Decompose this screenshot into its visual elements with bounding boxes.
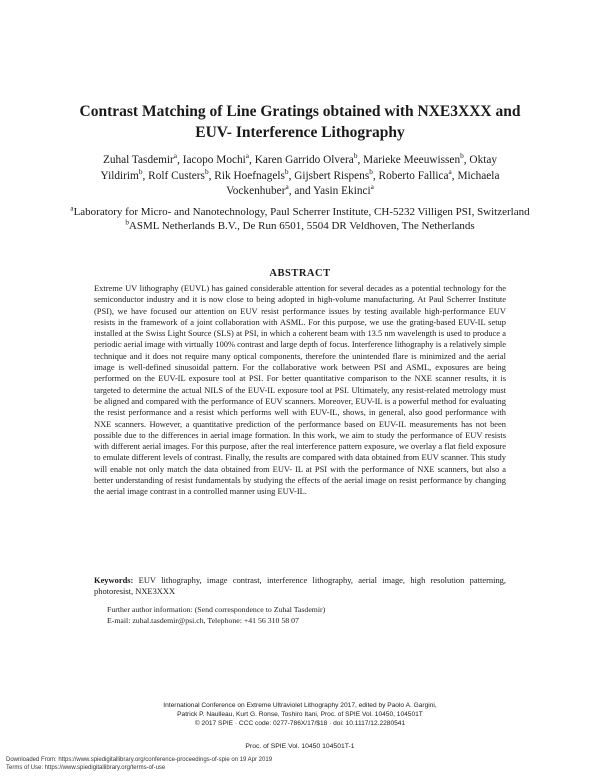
author-affiliation-mark: a	[285, 182, 289, 192]
abstract-body: Extreme UV lithography (EUVL) has gained considerable attention for several decades as a potential technology for the semiconductor industry and it is now close to being adopted in high-volume manufacturing. At Paul Scherrer Institute (PSI), we have focused our attention on EUV resist performance issues by testing available high-performance EUV resists in the framework of a joint collaboration with ASML. For this purpose, we use the grating-based EUV-IL setup installed at the Swiss Light Source (SLS) at PSI, in which a coherent beam with 13.5 nm wavelength is used to produce a periodic aerial image with virtually 100% contrast and large depth of focus. Interference lithography is a relatively simple technique and it does not require many optical components, therefore the unintended flare is minimized and the aerial image is well-defined sinusoidal pattern. For the collaborative work between PSI and ASML, exposures are being performed on the EUV-IL exposure tool at PSI. For better quantitative comparison to the NXE scanner results, it is targeted to determine the actual NILS of the EUV-IL exposure tool at PSI. Ultimately, any resist-related metrology must be aligned and compared with the performance of EUV scanners. Moreover, EUV-IL is a powerful method for evaluating the resist performance and a resist which performs well with EUV-IL, shows, in general, also good performance with NXE scanners. However, a quantitative prediction of the performance based on EUV-IL measurements has not been possible due to the differences in aerial image formation. In this work, we aim to study the performance of EUV resists with different aerial images. For this purpose, after the real interference pattern exposure, we overlay a flat field exposure to emulate different levels of contrast. Finally, the results are compared with data obtained from EUV scanner. This study will enable not only match the data obtained from EUV- IL at PSI with the performance of NXE scanners, but also a better understanding of resist fundamentals by studying the effects of the aerial image on resist performance by changing the aerial image contrast in a controlled manner using EUV-IL.	[94, 283, 506, 497]
author-name: Roberto Fallica	[378, 169, 449, 182]
further-info-line: Further author information: (Send correspondence to Zuhal Tasdemir)	[107, 605, 326, 614]
author-name: Marieke Meeuwissen	[363, 154, 461, 166]
download-footer	[6, 756, 506, 772]
author-name: Iacopo Mochi	[182, 154, 246, 166]
author-info	[107, 604, 507, 626]
author-affiliation-mark: b	[460, 151, 464, 161]
keywords-label: Keywords:	[94, 575, 134, 585]
author-affiliation-mark: a	[245, 151, 250, 161]
conference-info	[120, 702, 480, 728]
conference-line-3: © 2017 SPIE · CCC code: 0277-786X/17/$18 · doi: 10.1117/12.2280541	[194, 719, 406, 727]
author-list: Zuhal Tasdemir$^a$, Iacopo Mochi$^a$, Karen Garrido Olvera$^b$, Marieke Meeuwissen$^b$, Oktay Yildirim$^b$, Rolf Custers$^b$, Rik Hoefnagels$^b$, Gijsbert Rispens$^b$, Roberto Fallica$^a$, Michaela Vockenhuber$^a$, and Yasin Ekinci$^a$	[100, 151, 500, 197]
keywords	[94, 575, 506, 598]
author-name: Karen Garrido Olvera	[254, 154, 354, 166]
author-name: Rolf Custers	[148, 169, 205, 182]
keywords-text: EUV lithography, image contrast, interference lithography, aerial image, high resolution patterning, photoresist, NXE3XXX	[94, 575, 506, 597]
author-affiliation-mark: b	[369, 166, 373, 176]
download-line: Downloaded From: https://www.spiedigitallibrary.org/conference-proceedings-of-spie on 19 Apr 2019	[6, 757, 273, 763]
author-affiliation-mark: a	[448, 166, 452, 176]
page-number: Proc. of SPIE Vol. 10450 104501T-1	[245, 743, 355, 750]
author-name: Yasin Ekinci	[313, 185, 371, 197]
author-affiliation-mark: a	[173, 151, 178, 161]
conference-line-2: Patrick P. Naulleau, Kurt G. Ronse, Toshiro Itani, Proc. of SPIE Vol. 10450, 104501T	[177, 710, 423, 718]
author-name: Zuhal Tasdemir	[102, 154, 174, 166]
affiliation-b: $^b$ASML Netherlands B.V., De Run 6501, 5504 DR Veldhoven, The Netherlands	[125, 218, 475, 232]
conference-line-1: International Conference on Extreme Ultraviolet Lithography 2017, edited by Paolo A. Gargini,	[163, 702, 437, 709]
affiliation-a: $^a$Laboratory for Micro- and Nanotechnology, Paul Scherrer Institute, CH-5232 Villigen PSI, Switzerland	[70, 204, 530, 218]
author-name: Oktay Yildirim	[100, 154, 498, 182]
terms-line: Terms of Use: https://www.spiedigitallibrary.org/terms-of-use	[6, 765, 166, 771]
author-name: Rik Hoefnagels	[214, 169, 285, 182]
author-affiliation-mark: b	[353, 151, 358, 161]
abstract-heading: ABSTRACT	[269, 268, 331, 279]
author-affiliation-mark: b	[138, 166, 143, 176]
author-affiliation-mark: b	[284, 166, 289, 176]
author-affiliation-mark: a	[370, 182, 374, 192]
email-line: E-mail: zuhal.tasdemir@psi.ch, Telephone: +41 56 310 58 07	[107, 616, 299, 625]
author-name: Gijsbert Rispens	[294, 169, 370, 182]
paper-title: Contrast Matching of Line Gratings obtained with NXE3XXX and EUV- Interference Lithography	[79, 103, 521, 141]
author-name: Michaela Vockenhuber	[226, 169, 500, 197]
author-affiliation-mark: b	[204, 166, 209, 176]
affiliation-list	[70, 205, 530, 233]
